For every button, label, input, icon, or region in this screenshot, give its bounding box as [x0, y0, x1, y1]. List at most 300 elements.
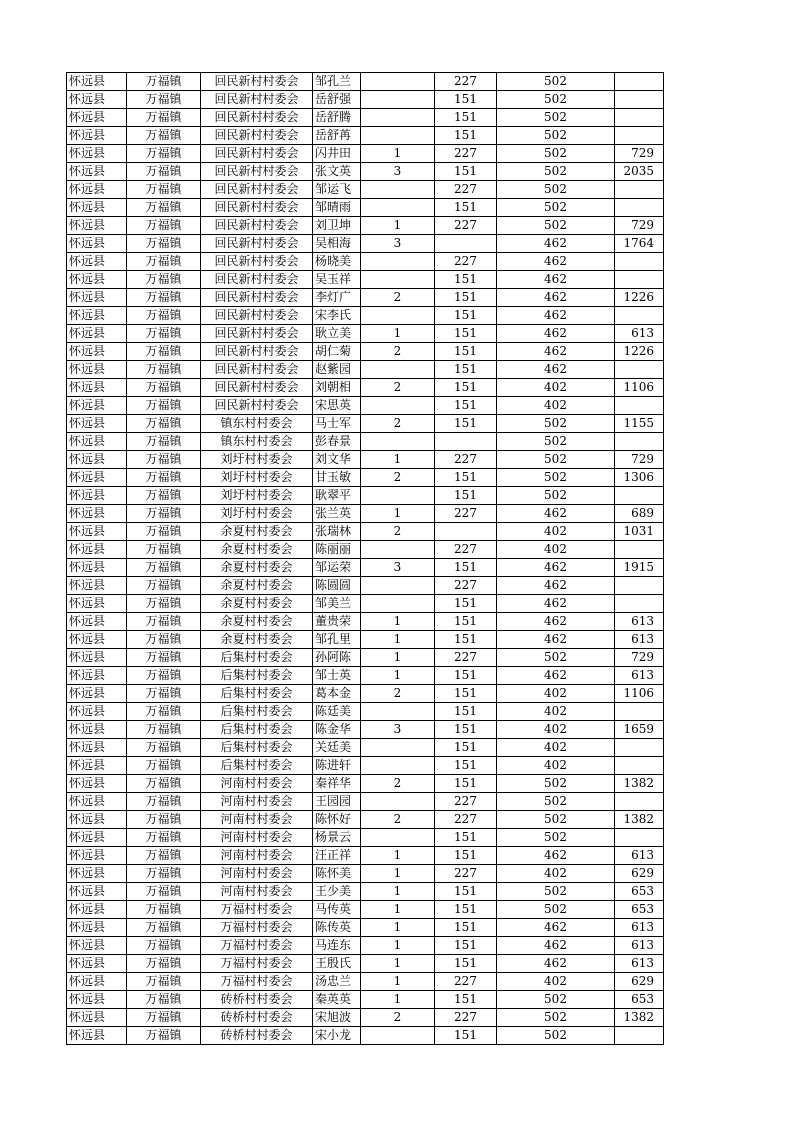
- village-committee-cell: 河南村村委会: [201, 865, 313, 883]
- total-cell: 729: [615, 451, 664, 469]
- count-cell: 1: [361, 667, 435, 685]
- village-committee-cell: 刘圩村村委会: [201, 505, 313, 523]
- table-row: [67, 109, 664, 127]
- amount-a-cell: 151: [435, 775, 497, 793]
- total-cell: [615, 73, 664, 91]
- amount-a-cell: 151: [435, 595, 497, 613]
- amount-b-cell: 502: [497, 109, 615, 127]
- village-committee-cell: 河南村村委会: [201, 775, 313, 793]
- name-cell: 邹美兰: [313, 595, 361, 613]
- total-cell: 1382: [615, 1009, 664, 1027]
- amount-b-cell: 402: [497, 379, 615, 397]
- village-committee-cell: 回民新村村委会: [201, 325, 313, 343]
- village-committee-cell: 后集村村委会: [201, 721, 313, 739]
- name-cell: 马传英: [313, 901, 361, 919]
- name-cell: 马士军: [313, 415, 361, 433]
- amount-a-cell: 151: [435, 325, 497, 343]
- amount-b-cell: 502: [497, 793, 615, 811]
- name-cell: 宋小龙: [313, 1027, 361, 1045]
- county-cell: 怀远县: [67, 505, 127, 523]
- total-cell: [615, 793, 664, 811]
- amount-a-cell: 227: [435, 649, 497, 667]
- total-cell: 653: [615, 991, 664, 1009]
- table-row: [67, 523, 664, 541]
- table-row: [67, 721, 664, 739]
- name-cell: 王少美: [313, 883, 361, 901]
- count-cell: 2: [361, 379, 435, 397]
- village-committee-cell: 后集村村委会: [201, 667, 313, 685]
- amount-b-cell: 502: [497, 649, 615, 667]
- table-row: [67, 289, 664, 307]
- name-cell: 闪井田: [313, 145, 361, 163]
- amount-a-cell: 227: [435, 217, 497, 235]
- town-cell: 万福镇: [127, 847, 201, 865]
- amount-a-cell: 227: [435, 253, 497, 271]
- town-cell: 万福镇: [127, 667, 201, 685]
- village-committee-cell: 回民新村村委会: [201, 289, 313, 307]
- town-cell: 万福镇: [127, 487, 201, 505]
- village-committee-cell: 余夏村村委会: [201, 559, 313, 577]
- count-cell: [361, 487, 435, 505]
- table-row: [67, 1027, 664, 1045]
- total-cell: 729: [615, 649, 664, 667]
- amount-b-cell: 462: [497, 235, 615, 253]
- amount-a-cell: 151: [435, 901, 497, 919]
- village-committee-cell: 万福村村委会: [201, 901, 313, 919]
- name-cell: 岳舒腾: [313, 109, 361, 127]
- village-committee-cell: 余夏村村委会: [201, 523, 313, 541]
- count-cell: 2: [361, 523, 435, 541]
- name-cell: 李灯广: [313, 289, 361, 307]
- amount-b-cell: 462: [497, 667, 615, 685]
- table-row: [67, 613, 664, 631]
- amount-b-cell: 462: [497, 955, 615, 973]
- count-cell: 1: [361, 631, 435, 649]
- county-cell: 怀远县: [67, 685, 127, 703]
- amount-a-cell: 151: [435, 829, 497, 847]
- county-cell: 怀远县: [67, 721, 127, 739]
- table-row: [67, 163, 664, 181]
- total-cell: 1659: [615, 721, 664, 739]
- amount-a-cell: 151: [435, 1027, 497, 1045]
- amount-b-cell: 462: [497, 253, 615, 271]
- town-cell: 万福镇: [127, 649, 201, 667]
- name-cell: 陈怀好: [313, 811, 361, 829]
- count-cell: 1: [361, 217, 435, 235]
- table-row: [67, 955, 664, 973]
- table-row: [67, 595, 664, 613]
- amount-b-cell: 402: [497, 973, 615, 991]
- count-cell: 1: [361, 919, 435, 937]
- county-cell: 怀远县: [67, 757, 127, 775]
- name-cell: 陈金华: [313, 721, 361, 739]
- table-row: [67, 541, 664, 559]
- amount-b-cell: 402: [497, 397, 615, 415]
- total-cell: 1226: [615, 289, 664, 307]
- county-cell: 怀远县: [67, 973, 127, 991]
- town-cell: 万福镇: [127, 991, 201, 1009]
- name-cell: 张兰英: [313, 505, 361, 523]
- amount-b-cell: 502: [497, 991, 615, 1009]
- amount-b-cell: 502: [497, 451, 615, 469]
- village-committee-cell: 砖桥村村委会: [201, 1009, 313, 1027]
- count-cell: [361, 253, 435, 271]
- amount-b-cell: 502: [497, 1027, 615, 1045]
- table-row: [67, 559, 664, 577]
- amount-b-cell: 502: [497, 469, 615, 487]
- total-cell: [615, 829, 664, 847]
- town-cell: 万福镇: [127, 523, 201, 541]
- amount-b-cell: 402: [497, 703, 615, 721]
- table-row: [67, 919, 664, 937]
- total-cell: [615, 397, 664, 415]
- town-cell: 万福镇: [127, 829, 201, 847]
- name-cell: 吴相海: [313, 235, 361, 253]
- town-cell: 万福镇: [127, 73, 201, 91]
- table-row: [67, 685, 664, 703]
- name-cell: 刘文华: [313, 451, 361, 469]
- county-cell: 怀远县: [67, 469, 127, 487]
- town-cell: 万福镇: [127, 307, 201, 325]
- total-cell: [615, 307, 664, 325]
- count-cell: 1: [361, 865, 435, 883]
- town-cell: 万福镇: [127, 253, 201, 271]
- name-cell: 陈丽丽: [313, 541, 361, 559]
- table-row: [67, 181, 664, 199]
- count-cell: 1: [361, 325, 435, 343]
- total-cell: 613: [615, 667, 664, 685]
- name-cell: 汪正祥: [313, 847, 361, 865]
- name-cell: 杨晓美: [313, 253, 361, 271]
- town-cell: 万福镇: [127, 775, 201, 793]
- town-cell: 万福镇: [127, 919, 201, 937]
- total-cell: [615, 703, 664, 721]
- village-committee-cell: 回民新村村委会: [201, 145, 313, 163]
- amount-b-cell: 462: [497, 307, 615, 325]
- amount-a-cell: [435, 433, 497, 451]
- town-cell: 万福镇: [127, 235, 201, 253]
- table-row: [67, 307, 664, 325]
- amount-b-cell: 502: [497, 163, 615, 181]
- town-cell: 万福镇: [127, 181, 201, 199]
- count-cell: [361, 1027, 435, 1045]
- town-cell: 万福镇: [127, 289, 201, 307]
- table-row: [67, 397, 664, 415]
- village-committee-cell: 后集村村委会: [201, 685, 313, 703]
- amount-a-cell: [435, 523, 497, 541]
- county-cell: 怀远县: [67, 739, 127, 757]
- town-cell: 万福镇: [127, 1009, 201, 1027]
- amount-b-cell: 502: [497, 127, 615, 145]
- town-cell: 万福镇: [127, 739, 201, 757]
- total-cell: 1226: [615, 343, 664, 361]
- county-cell: 怀远县: [67, 235, 127, 253]
- village-committee-cell: 刘圩村村委会: [201, 469, 313, 487]
- table-row: [67, 91, 664, 109]
- total-cell: [615, 577, 664, 595]
- town-cell: 万福镇: [127, 271, 201, 289]
- name-cell: 耿立美: [313, 325, 361, 343]
- town-cell: 万福镇: [127, 397, 201, 415]
- amount-a-cell: 227: [435, 73, 497, 91]
- total-cell: 613: [615, 847, 664, 865]
- county-cell: 怀远县: [67, 343, 127, 361]
- count-cell: 1: [361, 451, 435, 469]
- amount-b-cell: 462: [497, 289, 615, 307]
- amount-a-cell: 151: [435, 721, 497, 739]
- table-body: [67, 73, 664, 1045]
- total-cell: 613: [615, 631, 664, 649]
- name-cell: 杨景云: [313, 829, 361, 847]
- town-cell: 万福镇: [127, 343, 201, 361]
- county-cell: 怀远县: [67, 865, 127, 883]
- amount-b-cell: 502: [497, 181, 615, 199]
- table-row: [67, 343, 664, 361]
- count-cell: 3: [361, 721, 435, 739]
- town-cell: 万福镇: [127, 325, 201, 343]
- table-row: [67, 217, 664, 235]
- name-cell: 胡仁菊: [313, 343, 361, 361]
- village-committee-cell: 回民新村村委会: [201, 343, 313, 361]
- count-cell: [361, 757, 435, 775]
- village-committee-cell: 万福村村委会: [201, 937, 313, 955]
- amount-a-cell: 151: [435, 397, 497, 415]
- name-cell: 彭春景: [313, 433, 361, 451]
- table-row: [67, 271, 664, 289]
- total-cell: [615, 271, 664, 289]
- town-cell: 万福镇: [127, 577, 201, 595]
- amount-a-cell: 151: [435, 91, 497, 109]
- town-cell: 万福镇: [127, 937, 201, 955]
- amount-a-cell: 227: [435, 541, 497, 559]
- village-committee-cell: 砖桥村村委会: [201, 991, 313, 1009]
- count-cell: [361, 397, 435, 415]
- count-cell: 1: [361, 505, 435, 523]
- amount-a-cell: 151: [435, 469, 497, 487]
- data-table: [66, 72, 664, 1045]
- count-cell: [361, 199, 435, 217]
- amount-b-cell: 502: [497, 901, 615, 919]
- table-row: [67, 937, 664, 955]
- amount-b-cell: 402: [497, 685, 615, 703]
- county-cell: 怀远县: [67, 1009, 127, 1027]
- amount-a-cell: 151: [435, 613, 497, 631]
- count-cell: 2: [361, 1009, 435, 1027]
- county-cell: 怀远县: [67, 451, 127, 469]
- village-committee-cell: 万福村村委会: [201, 919, 313, 937]
- amount-a-cell: 151: [435, 739, 497, 757]
- count-cell: 2: [361, 415, 435, 433]
- name-cell: 宋李氏: [313, 307, 361, 325]
- town-cell: 万福镇: [127, 631, 201, 649]
- name-cell: 岳舒苒: [313, 127, 361, 145]
- count-cell: 3: [361, 163, 435, 181]
- name-cell: 岳舒强: [313, 91, 361, 109]
- name-cell: 邹孔里: [313, 631, 361, 649]
- amount-b-cell: 502: [497, 883, 615, 901]
- total-cell: 1915: [615, 559, 664, 577]
- count-cell: 1: [361, 883, 435, 901]
- total-cell: 629: [615, 973, 664, 991]
- count-cell: [361, 73, 435, 91]
- table-row: [67, 415, 664, 433]
- table-row: [67, 811, 664, 829]
- amount-a-cell: 227: [435, 811, 497, 829]
- county-cell: 怀远县: [67, 379, 127, 397]
- county-cell: 怀远县: [67, 145, 127, 163]
- amount-a-cell: 151: [435, 919, 497, 937]
- count-cell: 2: [361, 289, 435, 307]
- county-cell: 怀远县: [67, 307, 127, 325]
- amount-b-cell: 462: [497, 271, 615, 289]
- table-row: [67, 235, 664, 253]
- count-cell: [361, 91, 435, 109]
- town-cell: 万福镇: [127, 469, 201, 487]
- amount-b-cell: 462: [497, 595, 615, 613]
- count-cell: [361, 181, 435, 199]
- town-cell: 万福镇: [127, 451, 201, 469]
- county-cell: 怀远县: [67, 541, 127, 559]
- county-cell: 怀远县: [67, 793, 127, 811]
- count-cell: [361, 433, 435, 451]
- amount-a-cell: [435, 235, 497, 253]
- village-committee-cell: 河南村村委会: [201, 829, 313, 847]
- county-cell: 怀远县: [67, 559, 127, 577]
- count-cell: [361, 577, 435, 595]
- total-cell: 1155: [615, 415, 664, 433]
- town-cell: 万福镇: [127, 793, 201, 811]
- town-cell: 万福镇: [127, 685, 201, 703]
- name-cell: 孙阿陈: [313, 649, 361, 667]
- amount-a-cell: 227: [435, 973, 497, 991]
- county-cell: 怀远县: [67, 109, 127, 127]
- total-cell: 1382: [615, 775, 664, 793]
- amount-a-cell: 151: [435, 559, 497, 577]
- town-cell: 万福镇: [127, 559, 201, 577]
- county-cell: 怀远县: [67, 901, 127, 919]
- town-cell: 万福镇: [127, 613, 201, 631]
- count-cell: 2: [361, 685, 435, 703]
- town-cell: 万福镇: [127, 541, 201, 559]
- count-cell: [361, 829, 435, 847]
- amount-b-cell: 502: [497, 199, 615, 217]
- amount-a-cell: 151: [435, 307, 497, 325]
- amount-b-cell: 502: [497, 829, 615, 847]
- count-cell: 3: [361, 235, 435, 253]
- table-row: [67, 901, 664, 919]
- table-row: [67, 145, 664, 163]
- total-cell: [615, 199, 664, 217]
- table-row: [67, 433, 664, 451]
- total-cell: [615, 541, 664, 559]
- village-committee-cell: 回民新村村委会: [201, 217, 313, 235]
- amount-b-cell: 502: [497, 145, 615, 163]
- town-cell: 万福镇: [127, 163, 201, 181]
- amount-b-cell: 462: [497, 919, 615, 937]
- total-cell: 1031: [615, 523, 664, 541]
- town-cell: 万福镇: [127, 721, 201, 739]
- amount-a-cell: 227: [435, 181, 497, 199]
- county-cell: 怀远县: [67, 613, 127, 631]
- amount-a-cell: 227: [435, 505, 497, 523]
- amount-b-cell: 402: [497, 757, 615, 775]
- name-cell: 葛本金: [313, 685, 361, 703]
- amount-b-cell: 502: [497, 775, 615, 793]
- amount-a-cell: 227: [435, 793, 497, 811]
- town-cell: 万福镇: [127, 109, 201, 127]
- table-row: [67, 505, 664, 523]
- village-committee-cell: 回民新村村委会: [201, 199, 313, 217]
- amount-b-cell: 402: [497, 541, 615, 559]
- name-cell: 陈怀美: [313, 865, 361, 883]
- amount-a-cell: 151: [435, 361, 497, 379]
- amount-a-cell: 151: [435, 937, 497, 955]
- amount-a-cell: 151: [435, 343, 497, 361]
- name-cell: 董贵荣: [313, 613, 361, 631]
- name-cell: 甘玉敏: [313, 469, 361, 487]
- amount-b-cell: 462: [497, 505, 615, 523]
- county-cell: 怀远县: [67, 883, 127, 901]
- name-cell: 耿翠平: [313, 487, 361, 505]
- total-cell: [615, 433, 664, 451]
- name-cell: 王园园: [313, 793, 361, 811]
- amount-a-cell: 151: [435, 199, 497, 217]
- count-cell: 1: [361, 649, 435, 667]
- town-cell: 万福镇: [127, 595, 201, 613]
- table-row: [67, 865, 664, 883]
- amount-a-cell: 227: [435, 865, 497, 883]
- count-cell: 1: [361, 613, 435, 631]
- village-committee-cell: 回民新村村委会: [201, 307, 313, 325]
- total-cell: 613: [615, 955, 664, 973]
- table-row: [67, 883, 664, 901]
- county-cell: 怀远县: [67, 703, 127, 721]
- county-cell: 怀远县: [67, 595, 127, 613]
- village-committee-cell: 后集村村委会: [201, 649, 313, 667]
- amount-b-cell: 402: [497, 739, 615, 757]
- county-cell: 怀远县: [67, 253, 127, 271]
- count-cell: 1: [361, 973, 435, 991]
- table-row: [67, 739, 664, 757]
- name-cell: 陈传英: [313, 919, 361, 937]
- count-cell: [361, 739, 435, 757]
- town-cell: 万福镇: [127, 199, 201, 217]
- amount-a-cell: 151: [435, 757, 497, 775]
- total-cell: [615, 127, 664, 145]
- village-committee-cell: 回民新村村委会: [201, 181, 313, 199]
- amount-a-cell: 151: [435, 163, 497, 181]
- amount-a-cell: 151: [435, 703, 497, 721]
- total-cell: [615, 91, 664, 109]
- amount-b-cell: 502: [497, 1009, 615, 1027]
- amount-b-cell: 462: [497, 325, 615, 343]
- town-cell: 万福镇: [127, 361, 201, 379]
- village-committee-cell: 后集村村委会: [201, 703, 313, 721]
- table-row: [67, 487, 664, 505]
- town-cell: 万福镇: [127, 217, 201, 235]
- table-row: [67, 361, 664, 379]
- name-cell: 邹晴雨: [313, 199, 361, 217]
- amount-a-cell: 151: [435, 991, 497, 1009]
- amount-b-cell: 462: [497, 847, 615, 865]
- county-cell: 怀远县: [67, 199, 127, 217]
- name-cell: 赵紫园: [313, 361, 361, 379]
- county-cell: 怀远县: [67, 91, 127, 109]
- town-cell: 万福镇: [127, 415, 201, 433]
- name-cell: 陈廷美: [313, 703, 361, 721]
- name-cell: 汤忠兰: [313, 973, 361, 991]
- county-cell: 怀远县: [67, 775, 127, 793]
